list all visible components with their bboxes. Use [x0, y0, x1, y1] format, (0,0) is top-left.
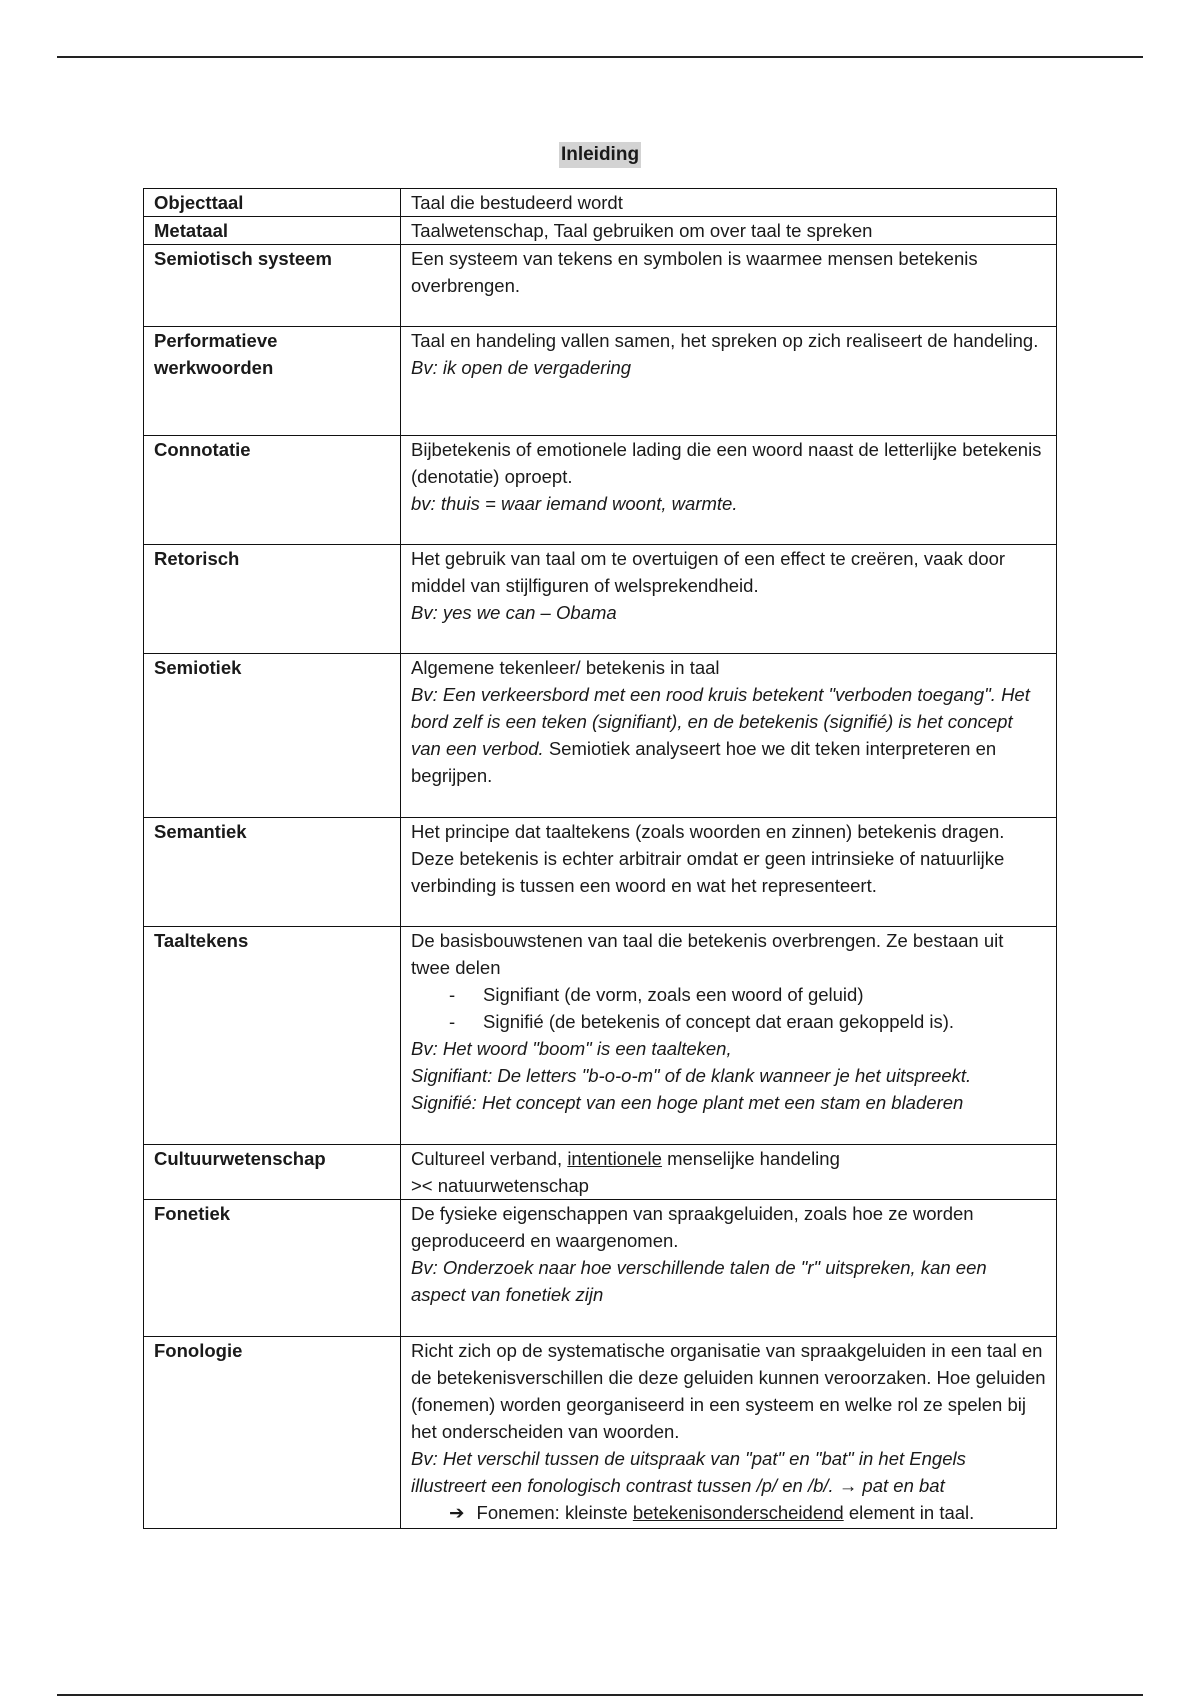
table-row [144, 217, 1057, 245]
definition-text: De fysieke eigenschappen van spraakgeluiden, zoals hoe ze worden geproduceerd en waargenomen. [411, 1203, 974, 1251]
example-text: bv: thuis = waar iemand woont, warmte. [411, 493, 738, 514]
example-tail: pat en bat [857, 1475, 945, 1496]
definition-cell: Taal die bestudeerd wordt [401, 189, 1057, 217]
table-row [144, 245, 1057, 327]
term-cell: Fonologie [144, 1337, 401, 1529]
definition-cell [401, 327, 1057, 436]
term-cell: Performatieve werkwoorden [144, 327, 401, 436]
term-cell: Taaltekens [144, 927, 401, 1145]
term-cell: Fonetiek [144, 1200, 401, 1337]
definition-cell: Het principe dat taaltekens (zoals woorden en zinnen) betekenis dragen. Deze betekenis is echter arbitrair omdat er geen intrinsieke of natuurlijke verbinding is tussen een woord en wat het representeert. [401, 818, 1057, 927]
example-text: Bv: ik open de vergadering [411, 357, 632, 378]
definition-cell [401, 1200, 1057, 1337]
term-cell: Metataal [144, 217, 401, 245]
definition-text: Het gebruik van taal om te overtuigen of een effect te creëren, vaak door middel van stijlfiguren of welsprekendheid. [411, 548, 1006, 596]
table-row [144, 1337, 1057, 1529]
top-rule [57, 56, 1143, 58]
example-tail: Semiotiek analyseert hoe we dit teken interpreteren en begrijpen. [411, 738, 997, 786]
term-cell: Semantiek [144, 818, 401, 927]
table-row [144, 189, 1057, 217]
definition-cell: Taalwetenschap, Taal gebruiken om over taal te spreken [401, 217, 1057, 245]
definition-cell [401, 436, 1057, 545]
table-row [144, 927, 1057, 1145]
table-row [144, 1145, 1057, 1200]
list-item: - Signifié (de betekenis of concept dat eraan gekoppeld is). [449, 1008, 1046, 1035]
example-text: Signifié: Het concept van een hoge plant met een stam en bladeren [411, 1092, 964, 1113]
definition-text: Bijbetekenis of emotionele lading die een woord naast de letterlijke betekenis (denotatie) oproept. [411, 439, 1042, 487]
definition-text-line2: >< natuurwetenschap [411, 1175, 589, 1196]
term-cell: Retorisch [144, 545, 401, 654]
text-span: menselijke handeling [661, 1148, 840, 1169]
definition-cell [401, 927, 1057, 1145]
definition-text: Taal en handeling vallen samen, het spreken op zich realiseert de handeling. [411, 330, 1039, 351]
example-text: Bv: yes we can – Obama [411, 602, 617, 623]
table-row [144, 327, 1057, 436]
definition-cell [401, 1145, 1057, 1200]
table-row [144, 1200, 1057, 1337]
underlined-term: betekenisonderscheidend [632, 1502, 844, 1523]
definition-text: Richt zich op de systematische organisatie van spraakgeluiden in een taal en de betekenisverschillen die deze geluiden kunnen veroorzaken. Hoe geluiden (fonemen) worden georganiseerd in een systeem en welke rol ze spelen bij het onderscheiden van woorden. [411, 1340, 1046, 1442]
right-arrow-icon: ➔ [449, 1502, 465, 1523]
definition-text: Algemene tekenleer/ betekenis in taal [411, 657, 720, 678]
list-item: - Signifiant (de vorm, zoals een woord of geluid) [449, 981, 1046, 1008]
definition-text [411, 1145, 1046, 1172]
text-span: element in taal. [843, 1502, 975, 1523]
table-row [144, 436, 1057, 545]
text-span: Fonemen: kleinste [476, 1502, 633, 1523]
underlined-term: intentionele [567, 1148, 662, 1169]
example-text: Bv: Het woord "boom" is een taalteken, [411, 1038, 732, 1059]
term-cell: Semiotiek [144, 654, 401, 818]
definition-text: De basisbouwstenen van taal die betekenis overbrengen. Ze bestaan uit twee delen [411, 930, 1004, 978]
text-span: Cultureel verband, [411, 1148, 568, 1169]
definition-cell [401, 545, 1057, 654]
term-cell: Objecttaal [144, 189, 401, 217]
term-cell: Semiotisch systeem [144, 245, 401, 327]
example-text: Signifiant: De letters "b-o-o-m" of de klank wanneer je het uitspreekt. [411, 1065, 972, 1086]
table-row [144, 545, 1057, 654]
definition-cell [401, 654, 1057, 818]
example-paragraph [411, 681, 1046, 789]
glossary-table [143, 188, 1057, 1529]
note-line [411, 1499, 1046, 1526]
term-cell: Cultuurwetenschap [144, 1145, 401, 1200]
bullet-list [411, 981, 1046, 1035]
bottom-rule [57, 1694, 1143, 1696]
example-text: Bv: Het verschil tussen de uitspraak van "pat" en "bat" in het Engels illustreert een fonologisch contrast tussen /p/ en /b/. [411, 1448, 966, 1496]
table-row [144, 818, 1057, 927]
example-text: Bv: Onderzoek naar hoe verschillende talen de "r" uitspreken, kan een aspect van fonetiek zijn [411, 1257, 987, 1305]
definition-cell [401, 1337, 1057, 1529]
term-cell: Connotatie [144, 436, 401, 545]
example-text: Bv: Een verkeersbord met een rood kruis betekent "verboden toegang". Het bord zelf is een teken (signifiant), en de betekenis (signifié) is het concept van een verbod. [411, 684, 1030, 759]
page-title: Inleiding [559, 142, 641, 168]
arrow-icon: → [838, 1475, 858, 1496]
definition-cell: Een systeem van tekens en symbolen is waarmee mensen betekenis overbrengen. [401, 245, 1057, 327]
example-paragraph [411, 1445, 1046, 1499]
table-row [144, 654, 1057, 818]
